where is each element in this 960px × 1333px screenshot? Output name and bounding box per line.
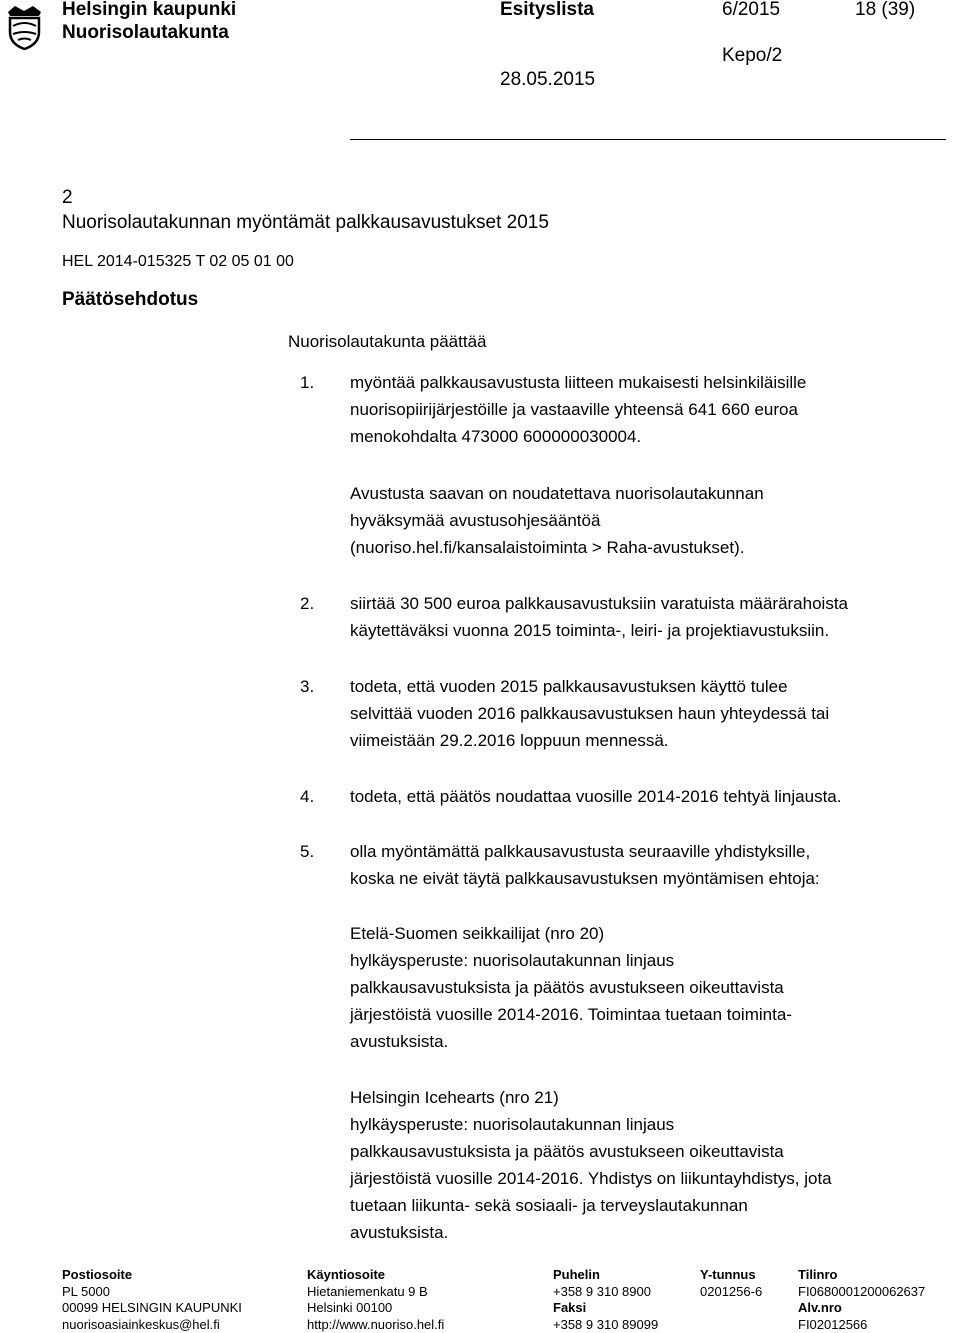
point-3-text (350, 673, 829, 754)
note-text (350, 480, 764, 561)
text-line: järjestöistä vuosille 2014-2016. Toimintaa tuetaan toiminta- (350, 1001, 792, 1028)
footer-heading: Käyntiosoite (307, 1267, 444, 1284)
footer-heading: Tilinro (798, 1267, 925, 1284)
footer-website: http://www.nuoriso.hel.fi (307, 1317, 444, 1333)
footer-line: 0201256-6 (700, 1284, 762, 1301)
text-line: hyväksymää avustusohjesääntöä (350, 507, 764, 534)
text-line: hylkäysperuste: nuorisolautakunnan linjaus (350, 947, 792, 974)
proposal-heading: Päätösehdotus (62, 289, 198, 311)
footer-line: Hietaniemenkatu 9 B (307, 1284, 444, 1301)
footer-phone (553, 1267, 658, 1333)
text-line: todeta, että päätös noudattaa vuosille 2014-2016 tehtyä linjausta. (350, 783, 841, 810)
meeting-date: 28.05.2015 (500, 69, 595, 91)
text-line: Helsingin Icehearts (nro 21) (350, 1084, 832, 1111)
footer-line: PL 5000 (62, 1284, 242, 1301)
text-line: viimeistään 29.2.2016 loppuun mennessä. (350, 727, 829, 754)
text-line: siirtää 30 500 euroa palkkausavustuksiin varatuista määrärahoista (350, 590, 848, 617)
point-4-text (350, 783, 841, 810)
text-line: Avustusta saavan on noudatettava nuorisolautakunnan (350, 480, 764, 507)
org-name: Helsingin kaupunki (62, 0, 236, 21)
doc-type: Esityslista (500, 0, 594, 21)
point-2-number: 2. (300, 590, 314, 617)
rejection-1-text (350, 920, 792, 1055)
helsinki-crest-icon (3, 2, 46, 50)
text-line: menokohdalta 473000 600000030004. (350, 423, 806, 450)
footer-line: +358 9 310 8900 (553, 1284, 658, 1301)
text-line: palkkausavustuksista ja päätös avustukseen oikeuttavista (350, 1138, 832, 1165)
item-title: Nuorisolautakunnan myöntämät palkkausavustukset 2015 (62, 212, 549, 234)
footer-fax-label: Faksi (553, 1300, 658, 1317)
point-1-number: 1. (300, 369, 314, 396)
text-line: käytettäväksi vuonna 2015 toiminta-, leiri- ja projektiavustuksiin. (350, 617, 848, 644)
text-line: avustuksista. (350, 1219, 832, 1246)
footer-business-id (700, 1267, 762, 1300)
decides-line: Nuorisolautakunta päättää (288, 328, 486, 355)
text-line: selvittää vuoden 2016 palkkausavustuksen haun yhteydessä tai (350, 700, 829, 727)
item-reference: HEL 2014-015325 T 02 05 01 00 (62, 253, 294, 271)
item-ref: Kepo/2 (722, 45, 782, 67)
text-line: nuorisopiirijärjestöille ja vastaaville yhteensä 641 660 euroa (350, 396, 806, 423)
point-2-text (350, 590, 848, 644)
rejection-2-text (350, 1084, 832, 1246)
footer-vat-label: Alv.nro (798, 1300, 925, 1317)
footer-fax: +358 9 310 89099 (553, 1317, 658, 1333)
footer-line: 00099 HELSINGIN KAUPUNKI (62, 1300, 242, 1317)
text-line: todeta, että vuoden 2015 palkkausavustuksen käyttö tulee (350, 673, 829, 700)
point-5-number: 5. (300, 838, 314, 865)
text-line: tuetaan liikunta- sekä sosiaali- ja terveyslautakunnan (350, 1192, 832, 1219)
point-1-text (350, 369, 806, 450)
text-line: (nuoriso.hel.fi/kansalaistoiminta > Raha-avustukset). (350, 534, 764, 561)
footer-vat: FI02012566 (798, 1317, 925, 1333)
footer-heading: Postiosoite (62, 1267, 242, 1284)
text-line: myöntää palkkausavustusta liitteen mukaisesti helsinkiläisille (350, 369, 806, 396)
footer-email: nuorisoasiainkeskus@hel.fi (62, 1317, 242, 1333)
text-line: Etelä-Suomen seikkailijat (nro 20) (350, 920, 792, 947)
footer-heading: Puhelin (553, 1267, 658, 1284)
point-3-number: 3. (300, 673, 314, 700)
footer-account (798, 1267, 925, 1333)
footer-heading: Y-tunnus (700, 1267, 762, 1284)
footer-visiting (307, 1267, 444, 1333)
footer-line: Helsinki 00100 (307, 1300, 444, 1317)
text-line: olla myöntämättä palkkausavustusta seuraaville yhdistyksille, (350, 838, 820, 865)
text-line: avustuksista. (350, 1028, 792, 1055)
text-line: palkkausavustuksista ja päätös avustukseen oikeuttavista (350, 974, 792, 1001)
header-rule (350, 139, 946, 140)
point-4-number: 4. (300, 783, 314, 810)
doc-number: 6/2015 (722, 0, 780, 21)
item-number: 2 (62, 187, 73, 209)
text-line: hylkäysperuste: nuorisolautakunnan linjaus (350, 1111, 832, 1138)
footer-line: FI0680001200062637 (798, 1284, 925, 1301)
text-line: koska ne eivät täytä palkkausavustuksen myöntämisen ehtoja: (350, 865, 820, 892)
page-number: 18 (39) (855, 0, 915, 21)
body-name: Nuorisolautakunta (62, 22, 229, 44)
point-5-text (350, 838, 820, 892)
text-line: järjestöistä vuosille 2014-2016. Yhdistys on liikuntayhdistys, jota (350, 1165, 832, 1192)
footer-postal (62, 1267, 242, 1333)
